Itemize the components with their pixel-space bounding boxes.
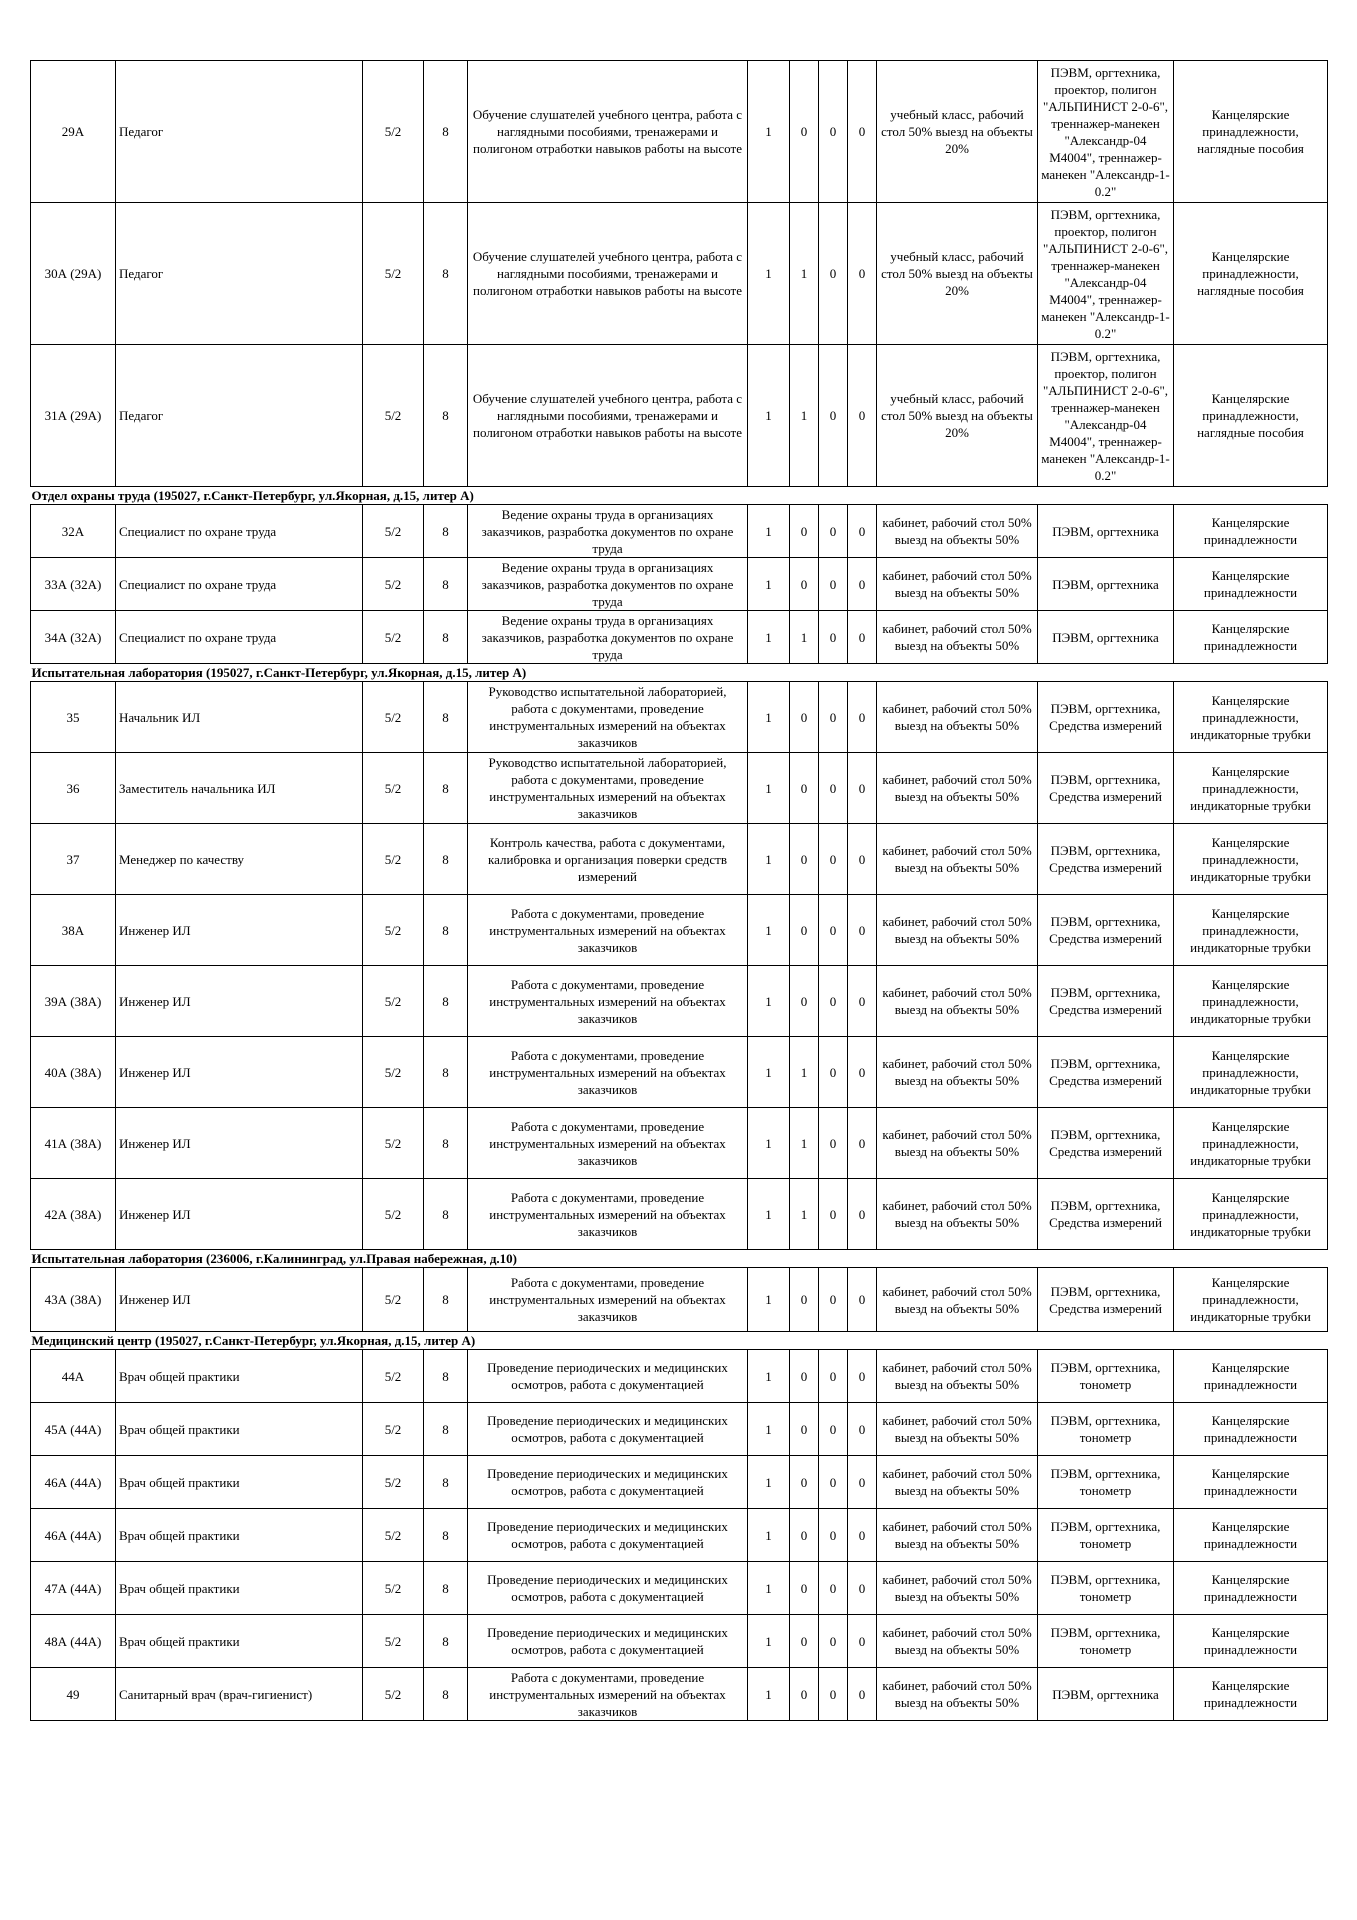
count-cell-2: 0	[790, 558, 819, 611]
count-cell-4: 0	[848, 1562, 877, 1615]
count-cell-3: 0	[819, 1668, 848, 1721]
job-function-cell: Руководство испытательной лабораторией, работа с документами, проведение инструментальных измерений на объектах заказчиков	[468, 682, 748, 753]
position-cell: Инженер ИЛ	[116, 1179, 363, 1250]
workplace-cell: кабинет, рабочий стол 50% выезд на объекты 50%	[877, 1037, 1038, 1108]
hours-cell: 8	[424, 611, 468, 664]
count-cell-2: 1	[790, 203, 819, 345]
equipment-cell: ПЭВМ, оргтехника, тонометр	[1038, 1562, 1174, 1615]
count-cell-3: 0	[819, 1037, 848, 1108]
count-cell-3: 0	[819, 1403, 848, 1456]
job-function-cell: Работа с документами, проведение инструментальных измерений на объектах заказчиков	[468, 1108, 748, 1179]
count-cell-3: 0	[819, 824, 848, 895]
schedule-cell: 5/2	[363, 1668, 424, 1721]
count-cell-3: 0	[819, 1350, 848, 1403]
workplace-code-cell: 47А (44А)	[31, 1562, 116, 1615]
table-row	[31, 1562, 1328, 1615]
job-function-cell: Работа с документами, проведение инструментальных измерений на объектах заказчиков	[468, 1668, 748, 1721]
workplace-code-cell: 46А (44А)	[31, 1509, 116, 1562]
workplace-cell: кабинет, рабочий стол 50% выезд на объекты 50%	[877, 824, 1038, 895]
hours-cell: 8	[424, 682, 468, 753]
document-page	[30, 60, 1327, 1721]
equipment-cell: ПЭВМ, оргтехника, тонометр	[1038, 1509, 1174, 1562]
position-cell: Менеджер по качеству	[116, 824, 363, 895]
hours-cell: 8	[424, 895, 468, 966]
materials-cell: Канцелярские принадлежности, индикаторные трубки	[1174, 1108, 1328, 1179]
job-function-cell: Проведение периодических и медицинских осмотров, работа с документацией	[468, 1615, 748, 1668]
materials-cell: Канцелярские принадлежности	[1174, 505, 1328, 558]
table-row	[31, 1108, 1328, 1179]
count-cell-1: 1	[748, 1456, 790, 1509]
count-cell-2: 1	[790, 345, 819, 487]
hours-cell: 8	[424, 1403, 468, 1456]
count-cell-4: 0	[848, 1403, 877, 1456]
count-cell-1: 1	[748, 966, 790, 1037]
equipment-cell: ПЭВМ, оргтехника, тонометр	[1038, 1456, 1174, 1509]
position-cell: Инженер ИЛ	[116, 895, 363, 966]
position-cell: Начальник ИЛ	[116, 682, 363, 753]
equipment-cell: ПЭВМ, оргтехника, проектор, полигон "АЛЬПИНИСТ 2-0-6", треннажер-манекен "Александр-04 М4004", треннажер-манекен "Александр-1-0.2"	[1038, 203, 1174, 345]
equipment-cell: ПЭВМ, оргтехника, проектор, полигон "АЛЬПИНИСТ 2-0-6", треннажер-манекен "Александр-04 М4004", треннажер-манекен "Александр-1-0.2"	[1038, 345, 1174, 487]
count-cell-3: 0	[819, 1456, 848, 1509]
count-cell-4: 0	[848, 1509, 877, 1562]
count-cell-1: 1	[748, 1509, 790, 1562]
count-cell-3: 0	[819, 1179, 848, 1250]
count-cell-4: 0	[848, 753, 877, 824]
table-row	[31, 895, 1328, 966]
schedule-cell: 5/2	[363, 1037, 424, 1108]
schedule-cell: 5/2	[363, 1615, 424, 1668]
table-row	[31, 203, 1328, 345]
materials-cell: Канцелярские принадлежности	[1174, 1615, 1328, 1668]
schedule-cell: 5/2	[363, 61, 424, 203]
position-cell: Педагог	[116, 345, 363, 487]
count-cell-4: 0	[848, 611, 877, 664]
workplace-code-cell: 48А (44А)	[31, 1615, 116, 1668]
materials-cell: Канцелярские принадлежности, наглядные пособия	[1174, 61, 1328, 203]
count-cell-4: 0	[848, 61, 877, 203]
workplace-code-cell: 46А (44А)	[31, 1456, 116, 1509]
count-cell-3: 0	[819, 966, 848, 1037]
staff-workplaces-table	[30, 60, 1328, 1721]
schedule-cell: 5/2	[363, 1509, 424, 1562]
section-header-row	[31, 1250, 1328, 1268]
workplace-cell: кабинет, рабочий стол 50% выезд на объекты 50%	[877, 1179, 1038, 1250]
table-row	[31, 753, 1328, 824]
hours-cell: 8	[424, 558, 468, 611]
count-cell-1: 1	[748, 345, 790, 487]
hours-cell: 8	[424, 824, 468, 895]
materials-cell: Канцелярские принадлежности	[1174, 1350, 1328, 1403]
equipment-cell: ПЭВМ, оргтехника, Средства измерений	[1038, 1037, 1174, 1108]
count-cell-4: 0	[848, 1350, 877, 1403]
section-title: Испытательная лаборатория (236006, г.Калининград, ул.Правая набережная, д.10)	[31, 1251, 517, 1266]
section-title: Медицинский центр (195027, г.Санкт-Петербург, ул.Якорная, д.15, литер А)	[31, 1333, 476, 1348]
workplace-code-cell: 36	[31, 753, 116, 824]
workplace-code-cell: 38А	[31, 895, 116, 966]
count-cell-1: 1	[748, 824, 790, 895]
equipment-cell: ПЭВМ, оргтехника, Средства измерений	[1038, 1268, 1174, 1332]
count-cell-4: 0	[848, 345, 877, 487]
job-function-cell: Проведение периодических и медицинских осмотров, работа с документацией	[468, 1350, 748, 1403]
equipment-cell: ПЭВМ, оргтехника, проектор, полигон "АЛЬПИНИСТ 2-0-6", треннажер-манекен "Александр-04 М4004", треннажер-манекен "Александр-1-0.2"	[1038, 61, 1174, 203]
table-row	[31, 61, 1328, 203]
position-cell: Специалист по охране труда	[116, 505, 363, 558]
position-cell: Врач общей практики	[116, 1403, 363, 1456]
job-function-cell: Работа с документами, проведение инструментальных измерений на объектах заказчиков	[468, 966, 748, 1037]
job-function-cell: Проведение периодических и медицинских осмотров, работа с документацией	[468, 1509, 748, 1562]
count-cell-3: 0	[819, 203, 848, 345]
materials-cell: Канцелярские принадлежности	[1174, 611, 1328, 664]
hours-cell: 8	[424, 1456, 468, 1509]
table-row	[31, 505, 1328, 558]
table-row	[31, 682, 1328, 753]
hours-cell: 8	[424, 1562, 468, 1615]
section-title: Испытательная лаборатория (195027, г.Санкт-Петербург, ул.Якорная, д.15, литер А)	[31, 665, 527, 680]
job-function-cell: Ведение охраны труда в организациях заказчиков, разработка документов по охране труда	[468, 558, 748, 611]
job-function-cell: Работа с документами, проведение инструментальных измерений на объектах заказчиков	[468, 1179, 748, 1250]
equipment-cell: ПЭВМ, оргтехника, тонометр	[1038, 1615, 1174, 1668]
table-row	[31, 1668, 1328, 1721]
schedule-cell: 5/2	[363, 966, 424, 1037]
position-cell: Инженер ИЛ	[116, 1268, 363, 1332]
count-cell-1: 1	[748, 1562, 790, 1615]
hours-cell: 8	[424, 1350, 468, 1403]
count-cell-1: 1	[748, 753, 790, 824]
materials-cell: Канцелярские принадлежности, индикаторные трубки	[1174, 753, 1328, 824]
equipment-cell: ПЭВМ, оргтехника	[1038, 611, 1174, 664]
table-row	[31, 1615, 1328, 1668]
workplace-code-cell: 43А (38А)	[31, 1268, 116, 1332]
count-cell-4: 0	[848, 1456, 877, 1509]
count-cell-2: 0	[790, 1562, 819, 1615]
materials-cell: Канцелярские принадлежности, наглядные пособия	[1174, 203, 1328, 345]
schedule-cell: 5/2	[363, 1562, 424, 1615]
count-cell-3: 0	[819, 61, 848, 203]
count-cell-2: 0	[790, 1615, 819, 1668]
job-function-cell: Обучение слушателей учебного центра, работа с наглядными пособиями, тренажерами и полигоном отработки навыков работы на высоте	[468, 61, 748, 203]
count-cell-2: 1	[790, 1037, 819, 1108]
equipment-cell: ПЭВМ, оргтехника	[1038, 505, 1174, 558]
materials-cell: Канцелярские принадлежности, индикаторные трубки	[1174, 895, 1328, 966]
table-row	[31, 558, 1328, 611]
table-row	[31, 1037, 1328, 1108]
equipment-cell: ПЭВМ, оргтехника, Средства измерений	[1038, 1179, 1174, 1250]
position-cell: Специалист по охране труда	[116, 558, 363, 611]
equipment-cell: ПЭВМ, оргтехника, тонометр	[1038, 1350, 1174, 1403]
materials-cell: Канцелярские принадлежности	[1174, 558, 1328, 611]
materials-cell: Канцелярские принадлежности	[1174, 1562, 1328, 1615]
materials-cell: Канцелярские принадлежности	[1174, 1456, 1328, 1509]
position-cell: Врач общей практики	[116, 1350, 363, 1403]
count-cell-1: 1	[748, 61, 790, 203]
workplace-code-cell: 45А (44А)	[31, 1403, 116, 1456]
count-cell-4: 0	[848, 682, 877, 753]
position-cell: Педагог	[116, 203, 363, 345]
table-row	[31, 1268, 1328, 1332]
count-cell-1: 1	[748, 203, 790, 345]
count-cell-3: 0	[819, 753, 848, 824]
materials-cell: Канцелярские принадлежности, индикаторные трубки	[1174, 966, 1328, 1037]
count-cell-4: 0	[848, 824, 877, 895]
hours-cell: 8	[424, 966, 468, 1037]
position-cell: Педагог	[116, 61, 363, 203]
count-cell-2: 0	[790, 1268, 819, 1332]
schedule-cell: 5/2	[363, 682, 424, 753]
hours-cell: 8	[424, 753, 468, 824]
section-title: Отдел охраны труда (195027, г.Санкт-Петербург, ул.Якорная, д.15, литер А)	[31, 488, 474, 503]
count-cell-3: 0	[819, 895, 848, 966]
hours-cell: 8	[424, 1108, 468, 1179]
job-function-cell: Ведение охраны труда в организациях заказчиков, разработка документов по охране труда	[468, 505, 748, 558]
count-cell-3: 0	[819, 345, 848, 487]
workplace-code-cell: 39А (38А)	[31, 966, 116, 1037]
schedule-cell: 5/2	[363, 1456, 424, 1509]
materials-cell: Канцелярские принадлежности, индикаторные трубки	[1174, 1037, 1328, 1108]
job-function-cell: Контроль качества, работа с документами, калибровка и организация поверки средств измерений	[468, 824, 748, 895]
count-cell-4: 0	[848, 1108, 877, 1179]
materials-cell: Канцелярские принадлежности	[1174, 1509, 1328, 1562]
count-cell-3: 0	[819, 611, 848, 664]
equipment-cell: ПЭВМ, оргтехника	[1038, 1668, 1174, 1721]
hours-cell: 8	[424, 1037, 468, 1108]
table-row	[31, 966, 1328, 1037]
count-cell-4: 0	[848, 1668, 877, 1721]
count-cell-1: 1	[748, 558, 790, 611]
count-cell-2: 1	[790, 611, 819, 664]
count-cell-4: 0	[848, 1179, 877, 1250]
schedule-cell: 5/2	[363, 505, 424, 558]
job-function-cell: Работа с документами, проведение инструментальных измерений на объектах заказчиков	[468, 1268, 748, 1332]
materials-cell: Канцелярские принадлежности	[1174, 1668, 1328, 1721]
workplace-cell: кабинет, рабочий стол 50% выезд на объекты 50%	[877, 1456, 1038, 1509]
count-cell-1: 1	[748, 1179, 790, 1250]
hours-cell: 8	[424, 505, 468, 558]
count-cell-4: 0	[848, 505, 877, 558]
table-row	[31, 1350, 1328, 1403]
count-cell-3: 0	[819, 1615, 848, 1668]
count-cell-2: 0	[790, 895, 819, 966]
count-cell-3: 0	[819, 1108, 848, 1179]
workplace-code-cell: 41А (38А)	[31, 1108, 116, 1179]
count-cell-2: 0	[790, 966, 819, 1037]
count-cell-4: 0	[848, 1037, 877, 1108]
workplace-code-cell: 30А (29А)	[31, 203, 116, 345]
count-cell-1: 1	[748, 895, 790, 966]
count-cell-1: 1	[748, 1268, 790, 1332]
schedule-cell: 5/2	[363, 1108, 424, 1179]
position-cell: Врач общей практики	[116, 1562, 363, 1615]
position-cell: Специалист по охране труда	[116, 611, 363, 664]
section-header-row	[31, 1332, 1328, 1350]
count-cell-2: 1	[790, 1108, 819, 1179]
table-row	[31, 611, 1328, 664]
materials-cell: Канцелярские принадлежности, индикаторные трубки	[1174, 1268, 1328, 1332]
schedule-cell: 5/2	[363, 345, 424, 487]
materials-cell: Канцелярские принадлежности	[1174, 1403, 1328, 1456]
workplace-cell: кабинет, рабочий стол 50% выезд на объекты 50%	[877, 1615, 1038, 1668]
count-cell-1: 1	[748, 1037, 790, 1108]
schedule-cell: 5/2	[363, 1350, 424, 1403]
workplace-cell: кабинет, рабочий стол 50% выезд на объекты 50%	[877, 753, 1038, 824]
position-cell: Санитарный врач (врач-гигиенист)	[116, 1668, 363, 1721]
section-header-row	[31, 487, 1328, 505]
materials-cell: Канцелярские принадлежности, индикаторные трубки	[1174, 824, 1328, 895]
equipment-cell: ПЭВМ, оргтехника, Средства измерений	[1038, 682, 1174, 753]
table-row	[31, 824, 1328, 895]
workplace-code-cell: 40А (38А)	[31, 1037, 116, 1108]
equipment-cell: ПЭВМ, оргтехника, тонометр	[1038, 1403, 1174, 1456]
count-cell-2: 0	[790, 1509, 819, 1562]
count-cell-3: 0	[819, 558, 848, 611]
job-function-cell: Проведение периодических и медицинских осмотров, работа с документацией	[468, 1403, 748, 1456]
count-cell-4: 0	[848, 966, 877, 1037]
workplace-cell: учебный класс, рабочий стол 50% выезд на объекты 20%	[877, 345, 1038, 487]
equipment-cell: ПЭВМ, оргтехника, Средства измерений	[1038, 1108, 1174, 1179]
table-row	[31, 1456, 1328, 1509]
hours-cell: 8	[424, 203, 468, 345]
count-cell-2: 0	[790, 61, 819, 203]
count-cell-1: 1	[748, 1668, 790, 1721]
equipment-cell: ПЭВМ, оргтехника, Средства измерений	[1038, 966, 1174, 1037]
workplace-code-cell: 34А (32А)	[31, 611, 116, 664]
position-cell: Врач общей практики	[116, 1509, 363, 1562]
workplace-code-cell: 49	[31, 1668, 116, 1721]
count-cell-4: 0	[848, 203, 877, 345]
workplace-cell: кабинет, рабочий стол 50% выезд на объекты 50%	[877, 1509, 1038, 1562]
count-cell-2: 0	[790, 505, 819, 558]
job-function-cell: Обучение слушателей учебного центра, работа с наглядными пособиями, тренажерами и полигоном отработки навыков работы на высоте	[468, 345, 748, 487]
schedule-cell: 5/2	[363, 558, 424, 611]
workplace-cell: кабинет, рабочий стол 50% выезд на объекты 50%	[877, 611, 1038, 664]
table-row	[31, 1403, 1328, 1456]
workplace-code-cell: 35	[31, 682, 116, 753]
position-cell: Врач общей практики	[116, 1456, 363, 1509]
schedule-cell: 5/2	[363, 753, 424, 824]
equipment-cell: ПЭВМ, оргтехника, Средства измерений	[1038, 753, 1174, 824]
workplace-code-cell: 32А	[31, 505, 116, 558]
equipment-cell: ПЭВМ, оргтехника, Средства измерений	[1038, 824, 1174, 895]
count-cell-4: 0	[848, 895, 877, 966]
count-cell-1: 1	[748, 1615, 790, 1668]
workplace-cell: кабинет, рабочий стол 50% выезд на объекты 50%	[877, 966, 1038, 1037]
position-cell: Заместитель начальника ИЛ	[116, 753, 363, 824]
workplace-cell: кабинет, рабочий стол 50% выезд на объекты 50%	[877, 1562, 1038, 1615]
workplace-cell: кабинет, рабочий стол 50% выезд на объекты 50%	[877, 1350, 1038, 1403]
count-cell-2: 0	[790, 1668, 819, 1721]
count-cell-3: 0	[819, 1562, 848, 1615]
materials-cell: Канцелярские принадлежности, индикаторные трубки	[1174, 1179, 1328, 1250]
count-cell-2: 0	[790, 682, 819, 753]
count-cell-1: 1	[748, 1108, 790, 1179]
count-cell-3: 0	[819, 505, 848, 558]
count-cell-4: 0	[848, 1268, 877, 1332]
schedule-cell: 5/2	[363, 1179, 424, 1250]
table-row	[31, 1509, 1328, 1562]
count-cell-1: 1	[748, 1403, 790, 1456]
position-cell: Инженер ИЛ	[116, 966, 363, 1037]
count-cell-2: 0	[790, 1456, 819, 1509]
workplace-code-cell: 31А (29А)	[31, 345, 116, 487]
workplace-code-cell: 33А (32А)	[31, 558, 116, 611]
job-function-cell: Руководство испытательной лабораторией, работа с документами, проведение инструментальных измерений на объектах заказчиков	[468, 753, 748, 824]
count-cell-1: 1	[748, 682, 790, 753]
count-cell-2: 0	[790, 1403, 819, 1456]
count-cell-3: 0	[819, 1509, 848, 1562]
table-row	[31, 345, 1328, 487]
workplace-code-cell: 42А (38А)	[31, 1179, 116, 1250]
position-cell: Инженер ИЛ	[116, 1108, 363, 1179]
hours-cell: 8	[424, 61, 468, 203]
table-row	[31, 1179, 1328, 1250]
workplace-cell: кабинет, рабочий стол 50% выезд на объекты 50%	[877, 1668, 1038, 1721]
workplace-code-cell: 37	[31, 824, 116, 895]
job-function-cell: Работа с документами, проведение инструментальных измерений на объектах заказчиков	[468, 895, 748, 966]
hours-cell: 8	[424, 1509, 468, 1562]
workplace-cell: кабинет, рабочий стол 50% выезд на объекты 50%	[877, 505, 1038, 558]
count-cell-2: 0	[790, 753, 819, 824]
schedule-cell: 5/2	[363, 1268, 424, 1332]
job-function-cell: Обучение слушателей учебного центра, работа с наглядными пособиями, тренажерами и полигоном отработки навыков работы на высоте	[468, 203, 748, 345]
count-cell-2: 0	[790, 1350, 819, 1403]
position-cell: Инженер ИЛ	[116, 1037, 363, 1108]
schedule-cell: 5/2	[363, 895, 424, 966]
equipment-cell: ПЭВМ, оргтехника, Средства измерений	[1038, 895, 1174, 966]
workplace-cell: учебный класс, рабочий стол 50% выезд на объекты 20%	[877, 203, 1038, 345]
count-cell-3: 0	[819, 682, 848, 753]
equipment-cell: ПЭВМ, оргтехника	[1038, 558, 1174, 611]
count-cell-1: 1	[748, 505, 790, 558]
hours-cell: 8	[424, 1268, 468, 1332]
hours-cell: 8	[424, 1615, 468, 1668]
hours-cell: 8	[424, 345, 468, 487]
job-function-cell: Работа с документами, проведение инструментальных измерений на объектах заказчиков	[468, 1037, 748, 1108]
schedule-cell: 5/2	[363, 824, 424, 895]
materials-cell: Канцелярские принадлежности, наглядные пособия	[1174, 345, 1328, 487]
section-header-row	[31, 664, 1328, 682]
workplace-cell: кабинет, рабочий стол 50% выезд на объекты 50%	[877, 1268, 1038, 1332]
job-function-cell: Проведение периодических и медицинских осмотров, работа с документацией	[468, 1456, 748, 1509]
count-cell-2: 1	[790, 1179, 819, 1250]
count-cell-4: 0	[848, 558, 877, 611]
count-cell-1: 1	[748, 611, 790, 664]
workplace-cell: кабинет, рабочий стол 50% выезд на объекты 50%	[877, 682, 1038, 753]
job-function-cell: Ведение охраны труда в организациях заказчиков, разработка документов по охране труда	[468, 611, 748, 664]
workplace-code-cell: 44А	[31, 1350, 116, 1403]
workplace-cell: учебный класс, рабочий стол 50% выезд на объекты 20%	[877, 61, 1038, 203]
workplace-code-cell: 29А	[31, 61, 116, 203]
count-cell-3: 0	[819, 1268, 848, 1332]
materials-cell: Канцелярские принадлежности, индикаторные трубки	[1174, 682, 1328, 753]
hours-cell: 8	[424, 1668, 468, 1721]
count-cell-4: 0	[848, 1615, 877, 1668]
workplace-cell: кабинет, рабочий стол 50% выезд на объекты 50%	[877, 1403, 1038, 1456]
schedule-cell: 5/2	[363, 203, 424, 345]
schedule-cell: 5/2	[363, 611, 424, 664]
count-cell-2: 0	[790, 824, 819, 895]
workplace-cell: кабинет, рабочий стол 50% выезд на объекты 50%	[877, 1108, 1038, 1179]
workplace-cell: кабинет, рабочий стол 50% выезд на объекты 50%	[877, 558, 1038, 611]
position-cell: Врач общей практики	[116, 1615, 363, 1668]
hours-cell: 8	[424, 1179, 468, 1250]
job-function-cell: Проведение периодических и медицинских осмотров, работа с документацией	[468, 1562, 748, 1615]
workplace-cell: кабинет, рабочий стол 50% выезд на объекты 50%	[877, 895, 1038, 966]
count-cell-1: 1	[748, 1350, 790, 1403]
schedule-cell: 5/2	[363, 1403, 424, 1456]
